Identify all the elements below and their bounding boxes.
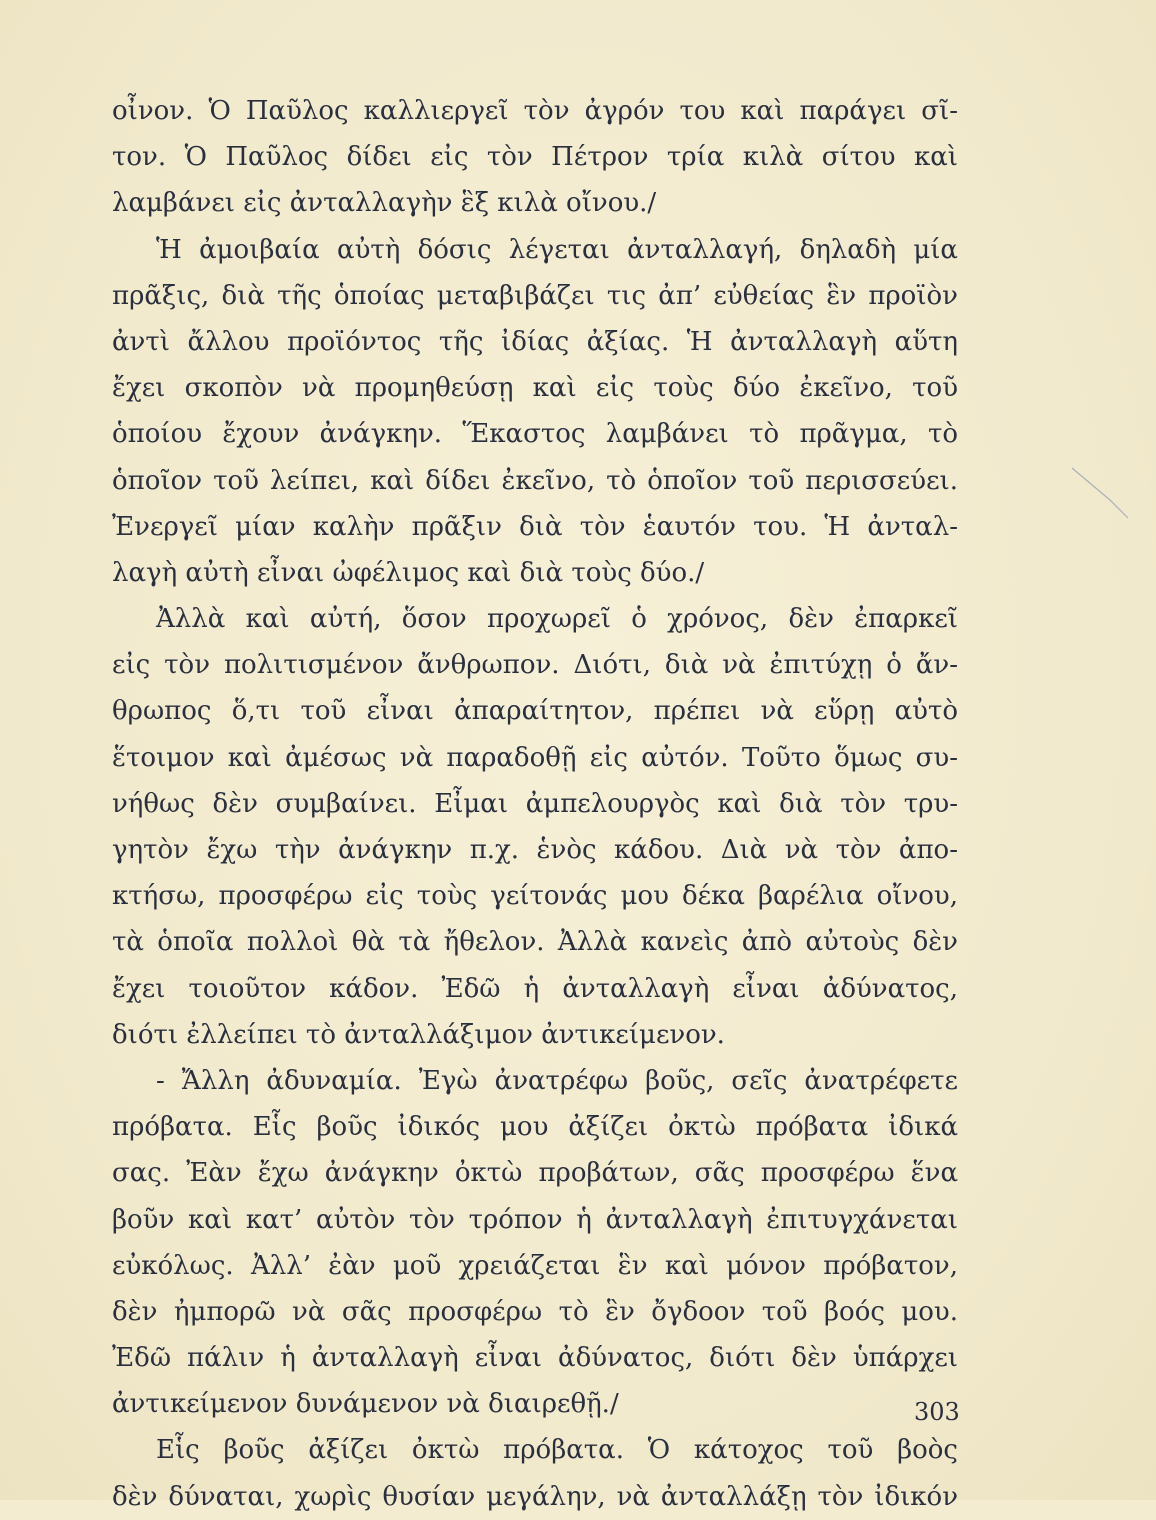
body-text bbox=[112, 88, 958, 1520]
text-line: κτήσω, προσφέρω εἰς τοὺς γείτονάς μου δέκα βαρέλια οἴνου, bbox=[112, 881, 958, 912]
text-line: δὲν ἠμπορῶ νὰ σᾶς προσφέρω τὸ ἓν ὄγδοον τοῦ βοός μου. bbox=[112, 1296, 958, 1327]
text-line: τὰ ὁποῖα πολλοὶ θὰ τὰ ἤθελον. Ἀλλὰ κανεὶς ἀπὸ αὐτοὺς δὲν bbox=[112, 927, 958, 958]
text-line: ὁποίου ἔχουν ἀνάγκην. Ἕκαστος λαμβάνει τὸ πρᾶγμα, τὸ bbox=[112, 419, 958, 450]
text-line: εὐκόλως. Ἀλλ’ ἐὰν μοῦ χρειάζεται ἓν καὶ μόνον πρόβατον, bbox=[112, 1250, 958, 1281]
text-line: ἀντικείμενον δυνάμενον νὰ διαιρεθῇ./ bbox=[112, 1389, 619, 1420]
text-line: γητὸν ἔχω τὴν ἀνάγκην π.χ. ἑνὸς κάδου. Διὰ νὰ τὸν ἀπο- bbox=[112, 835, 958, 865]
text-line: οἶνον. Ὁ Παῦλος καλλιεργεῖ τὸν ἀγρόν του καὶ παράγει σῖ- bbox=[112, 96, 958, 126]
text-line: σας. Ἐὰν ἔχω ἀνάγκην ὀκτὼ προβάτων, σᾶς προσφέρω ἕνα bbox=[112, 1158, 958, 1189]
text-line: Ἡ ἀμοιβαία αὐτὴ δόσις λέγεται ἀνταλλαγή, δηλαδὴ μία bbox=[156, 234, 958, 265]
text-line: λαμβάνει εἰς ἀνταλλαγὴν ἓξ κιλὰ οἴνου./ bbox=[112, 188, 657, 219]
text-line: Εἷς βοῦς ἀξίζει ὀκτὼ πρόβατα. Ὁ κάτοχος τοῦ βοὸς bbox=[156, 1435, 958, 1466]
text-line: νήθως δὲν συμβαίνει. Εἶμαι ἀμπελουργὸς καὶ διὰ τὸν τρυ- bbox=[112, 788, 958, 819]
text-line: πρόβατα. Εἷς βοῦς ἰδικός μου ἀξίζει ὀκτὼ πρόβατα ἰδικά bbox=[112, 1112, 958, 1143]
text-line: ἔχει σκοπὸν νὰ προμηθεύσῃ καὶ εἰς τοὺς δύο ἐκεῖνο, τοῦ bbox=[112, 373, 958, 404]
text-line: εἰς τὸν πολιτισμένον ἄνθρωπον. Διότι, διὰ νὰ ἐπιτύχῃ ὁ ἄν- bbox=[112, 650, 958, 681]
page-number: 303 bbox=[914, 1398, 960, 1426]
text-line: πρᾶξις, διὰ τῆς ὁποίας μεταβιβάζει τις ἀπ’ εὐθείας ἓν προϊὸν bbox=[112, 280, 958, 311]
text-line: ὁποῖον τοῦ λείπει, καὶ δίδει ἐκεῖνο, τὸ ὁποῖον τοῦ περισσεύει. bbox=[112, 465, 958, 496]
text-line: - Ἄλλη ἀδυναμία. Ἐγὼ ἀνατρέφω βοῦς, σεῖς ἀνατρέφετε bbox=[156, 1065, 958, 1096]
text-line: τον. Ὁ Παῦλος δίδει εἰς τὸν Πέτρον τρία κιλὰ σίτου καὶ bbox=[112, 142, 958, 173]
text-line: ἔχει τοιοῦτον κάδον. Ἐδῶ ἡ ἀνταλλαγὴ εἶναι ἀδύνατος, bbox=[112, 973, 958, 1004]
text-line: ἀντὶ ἄλλου προϊόντος τῆς ἰδίας ἀξίας. Ἡ ἀνταλλαγὴ αὕτη bbox=[112, 326, 958, 357]
text-line: θρωπος ὅ,τι τοῦ εἶναι ἀπαραίτητον, πρέπει νὰ εὕρῃ αὐτὸ bbox=[112, 696, 958, 727]
text-line: Ἐνεργεῖ μίαν καλὴν πρᾶξιν διὰ τὸν ἑαυτόν του. Ἡ ἀνταλ- bbox=[112, 511, 958, 542]
text-line: δὲν δύναται, χωρὶς θυσίαν μεγάλην, νὰ ἀνταλλάξῃ τὸν ἰδικόν bbox=[112, 1481, 958, 1512]
margin-pencil-mark bbox=[1070, 462, 1130, 522]
text-line: Ἀλλὰ καὶ αὐτή, ὅσον προχωρεῖ ὁ χρόνος, δὲν ἐπαρκεῖ bbox=[156, 604, 958, 635]
text-line: Ἐδῶ πάλιν ἡ ἀνταλλαγὴ εἶναι ἀδύνατος, διότι δὲν ὑπάρχει bbox=[112, 1343, 958, 1374]
text-line: διότι ἐλλείπει τὸ ἀνταλλάξιμον ἀντικείμενον. bbox=[112, 1019, 725, 1050]
text-line: ἕτοιμον καὶ ἀμέσως νὰ παραδοθῇ εἰς αὐτόν. Τοῦτο ὅμως συ- bbox=[112, 742, 958, 773]
text-line: λαγὴ αὐτὴ εἶναι ὠφέλιμος καὶ διὰ τοὺς δύο./ bbox=[112, 557, 705, 588]
text-line: βοῦν καὶ κατ’ αὐτὸν τὸν τρόπον ἡ ἀνταλλαγὴ ἐπιτυγχάνεται bbox=[112, 1204, 958, 1235]
